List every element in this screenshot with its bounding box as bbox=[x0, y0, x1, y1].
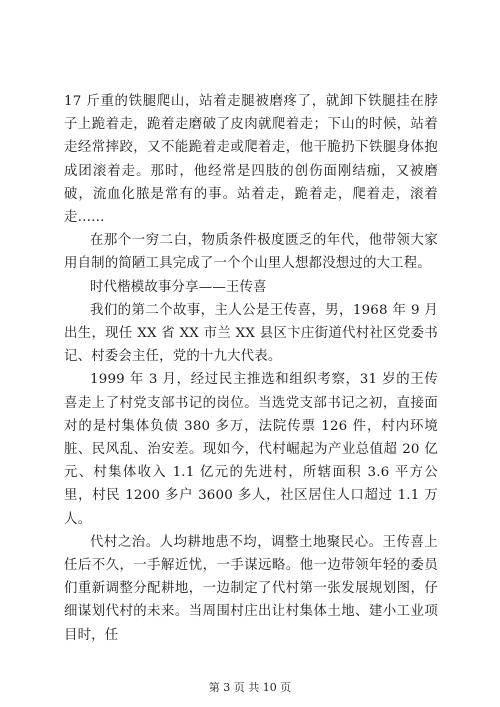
paragraph-4: 1999 年 3 月，经过民主推选和组织考察，31 岁的王传喜走上了村党支部书记的岗位。当选党支部书记之初，直接面对的是村集体负债 380 多万，法院传票 126 件，村内环境脏、民风乱、治安差。现如今，代村崛起为产业总值超 20 亿元、村集体收入 1.1 亿元的先进村，所辖面积 3.6 平方公里，村民 1200 多户 3600 多人，社区居住人口超过 1.1 万人。 bbox=[64, 372, 438, 527]
paragraph-2: 在那个一穷二白，物质条件极度匮乏的年代，他带领大家用自制的简陋工具完成了一个个山里人想都没想过的大工程。 bbox=[64, 233, 438, 272]
section-heading: 时代楷模故事分享——王传喜 bbox=[90, 279, 267, 295]
document-body bbox=[64, 90, 438, 647]
page-footer: 第 3 页 共 10 页 bbox=[208, 681, 292, 694]
paragraph-3: 我们的第二个故事，主人公是王传喜，男，1968 年 9 月出生，现任 XX 省 XX 市兰 XX 县区卞庄街道代村社区党委书记、村委会主任，党的十九大代表。 bbox=[64, 302, 438, 365]
paragraph-1: 17 斤重的铁腿爬山，站着走腿被磨疼了，就卸下铁腿挂在脖子上跪着走，跪着走磨破了皮肉就爬着走；下山的时候，站着走经常摔跤，又不能跪着走或爬着走，他干脆扔下铁腿身体抱成团滚着走。那时，他经常是四肢的创伤面刚结痂，又被磨破，流血化脓是常有的事。站着走，跪着走，爬着走，滚着走…… bbox=[64, 94, 438, 226]
paragraph-5: 代村之治。人均耕地患不均，调整土地聚民心。王传喜上任后不久，一手解近忧，一手谋远略。他一边带领年轻的委员们重新调整分配耕地，一边制定了代村第一张发展规划图，仔细谋划代村的未来。当周围村庄出让村集体土地、建小工业项目时，任 bbox=[64, 534, 438, 643]
